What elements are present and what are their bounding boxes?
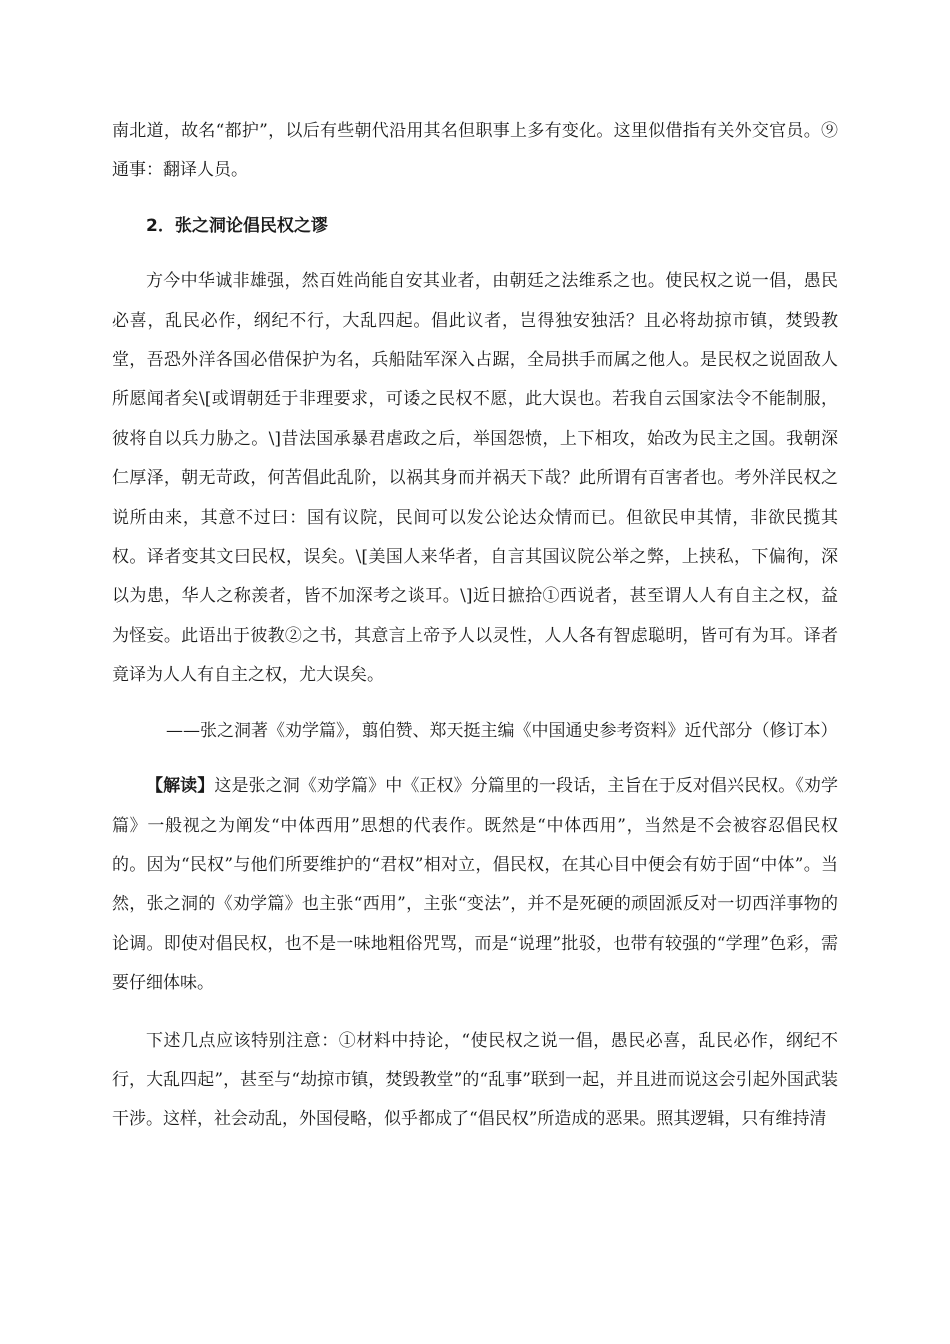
section-heading: 2．张之洞论倡民权之谬: [146, 215, 328, 236]
document-page: [112, 112, 838, 1140]
interpretation-label: 【解读】: [146, 776, 215, 797]
intro-paragraph: 南北道，故名“都护”，以后有些朝代沿用其名但职事上多有变化。这里似借指有关外交官员。⑨通事：翻译人员。: [112, 121, 838, 181]
interpretation-paragraph: [112, 767, 838, 1003]
interpretation-text: 这是张之洞《劝学篇》中《正权》分篇里的一段话，主旨在于反对倡兴民权。《劝学篇》一般视之为阐发“中体西用”思想的代表作。既然是“中体西用”，当然是不会被容忍倡民权的。因为“民权”与他们所要维护的“君权”相对立，倡民权，在其心目中便会有妨于固“中体”。当然，张之洞的《劝学篇》也主张“西用”，主张“变法”，并不是死硬的顽固派反对一切西洋事物的论调。即使对倡民权，也不是一味地粗俗咒骂，而是“说理”批驳，也带有较强的“学理”色彩，需要仔细体味。: [112, 776, 839, 994]
quote-paragraph: 方今中华诚非雄强，然百姓尚能自安其业者，由朝廷之法维系之也。使民权之说一倡，愚民必喜，乱民必作，纲纪不行，大乱四起。倡此议者，岂得独安独活？且必将劫掠市镇，焚毁教堂，吾恐外洋各国必借保护为名，兵船陆军深入占踞，全局拱手而属之他人。是民权之说固敌人所愿闻者矣\[或谓朝廷于非理要求，可诿之民权不愿，此大误也。若我自云国家法令不能制服，彼将自以兵力胁之。\]昔法国承暴君虐政之后，举国怨愤，上下相攻，始改为民主之国。我朝深仁厚泽，朝无苛政，何苦倡此乱阶，以祸其身而并祸天下哉？此所谓有百害者也。考外洋民权之说所由来，其意不过曰：国有议院，民间可以发公论达众情而已。但欲民申其情，非欲民揽其权。译者变其文曰民权，误矣。\[美国人来华者，自言其国议院公举之弊，上挟私，下偏徇，深以为患，华人之称羡者，皆不加深考之谈耳。\]近日摭拾①西说者，甚至谓人人有自主之权，益为怪妄。此语出于彼教②之书，其意言上帝予人以灵性，人人各有智虑聪明，皆可有为耳。译者竟译为人人有自主之权，尤大误矣。: [112, 271, 838, 686]
quote-source: ——张之洞著《劝学篇》，翦伯赞、郑天挺主编《中国通史参考资料》近代部分（修订本）: [166, 720, 838, 741]
notes-paragraph: 下述几点应该特别注意：①材料中持论，“使民权之说一倡，愚民必喜，乱民必作，纲纪不行，大乱四起”，甚至与“劫掠市镇，焚毁教堂”的“乱事”联到一起，并且进而说这会引起外国武装干涉。这样，社会动乱，外国侵略，似乎都成了“倡民权”所造成的恶果。照其逻辑，只有维持清: [112, 1030, 838, 1130]
